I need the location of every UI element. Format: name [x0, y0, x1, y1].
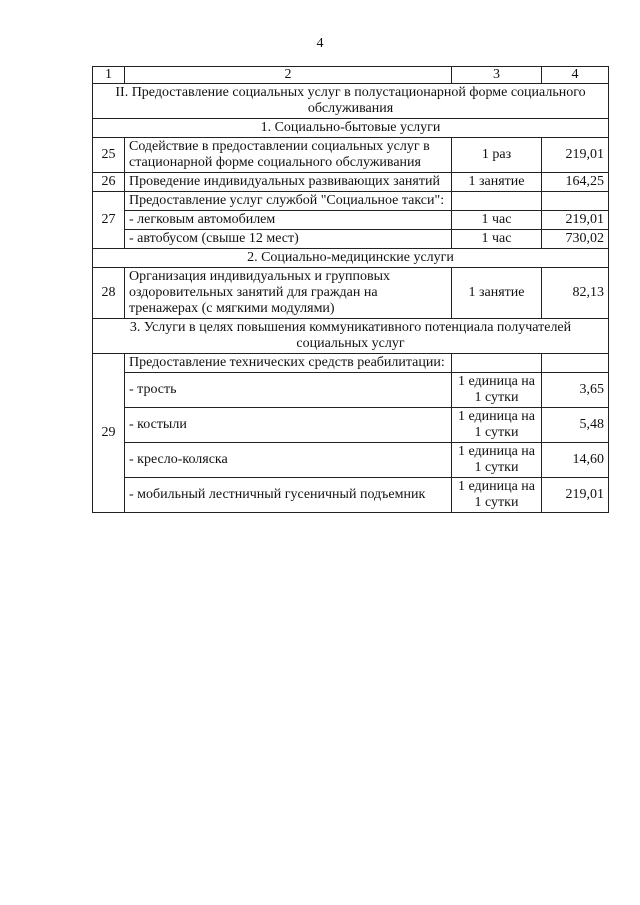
subsection-heading-communicative: 3. Услуги в целях повышения коммуникативного потенциала получателей социальных услуг	[93, 319, 609, 354]
service-item-price: 3,65	[542, 373, 609, 408]
service-price: 219,01	[542, 138, 609, 173]
service-unit-empty	[452, 354, 542, 373]
row-number: 29	[93, 354, 125, 513]
service-name: Предоставление технических средств реабилитации:	[125, 354, 452, 373]
service-unit: 1 занятие	[452, 173, 542, 192]
table-row	[93, 173, 609, 192]
service-unit: 1 раз	[452, 138, 542, 173]
header-col-1: 1	[93, 67, 125, 84]
service-item-unit: 1 час	[452, 211, 542, 230]
service-name: Проведение индивидуальных развивающих занятий	[125, 173, 452, 192]
service-unit: 1 занятие	[452, 268, 542, 319]
page-number: 4	[316, 36, 324, 51]
service-item-unit: 1 единица на 1 сутки	[452, 373, 542, 408]
service-price: 164,25	[542, 173, 609, 192]
service-price: 82,13	[542, 268, 609, 319]
table-header-row	[93, 67, 609, 84]
table-subrow	[93, 443, 609, 478]
service-item-price: 219,01	[542, 211, 609, 230]
service-item-unit: 1 час	[452, 230, 542, 249]
header-col-2: 2	[125, 67, 452, 84]
subsection-row	[93, 119, 609, 138]
service-item-name: - автобусом (свыше 12 мест)	[125, 230, 452, 249]
service-item-unit: 1 единица на 1 сутки	[452, 478, 542, 513]
subsection-row	[93, 319, 609, 354]
subsection-row	[93, 249, 609, 268]
service-item-price: 14,60	[542, 443, 609, 478]
service-item-unit: 1 единица на 1 сутки	[452, 443, 542, 478]
row-number: 25	[93, 138, 125, 173]
service-item-name: - мобильный лестничный гусеничный подъемник	[125, 478, 452, 513]
service-item-price: 219,01	[542, 478, 609, 513]
table-row	[93, 354, 609, 373]
service-item-name: - костыли	[125, 408, 452, 443]
row-number: 26	[93, 173, 125, 192]
service-item-price: 730,02	[542, 230, 609, 249]
service-price-empty	[542, 192, 609, 211]
table-subrow	[93, 408, 609, 443]
header-col-4: 4	[542, 67, 609, 84]
section-heading: II. Предоставление социальных услуг в полустационарной форме социального обслуживания	[93, 84, 609, 119]
service-price-empty	[542, 354, 609, 373]
table-row	[93, 138, 609, 173]
subsection-heading-social-household: 1. Социально-бытовые услуги	[93, 119, 609, 138]
service-item-name: - легковым автомобилем	[125, 211, 452, 230]
subsection-heading-social-medical: 2. Социально-медицинские услуги	[93, 249, 609, 268]
service-name: Предоставление услуг службой "Социальное такси":	[125, 192, 452, 211]
service-item-name: - кресло-коляска	[125, 443, 452, 478]
service-unit-empty	[452, 192, 542, 211]
service-item-name: - трость	[125, 373, 452, 408]
row-number: 27	[93, 192, 125, 249]
service-item-price: 5,48	[542, 408, 609, 443]
service-name: Организация индивидуальных и групповых оздоровительных занятий для граждан на тренажерах (с мягкими модулями)	[125, 268, 452, 319]
row-number: 28	[93, 268, 125, 319]
table-subrow	[93, 478, 609, 513]
table-subrow	[93, 230, 609, 249]
section-heading-row	[93, 84, 609, 119]
service-item-unit: 1 единица на 1 сутки	[452, 408, 542, 443]
header-col-3: 3	[452, 67, 542, 84]
service-name: Содействие в предоставлении социальных услуг в стационарной форме социального обслуживания	[125, 138, 452, 173]
table-row	[93, 268, 609, 319]
services-price-table	[92, 66, 609, 513]
table-subrow	[93, 373, 609, 408]
table-row	[93, 192, 609, 211]
table-subrow	[93, 211, 609, 230]
